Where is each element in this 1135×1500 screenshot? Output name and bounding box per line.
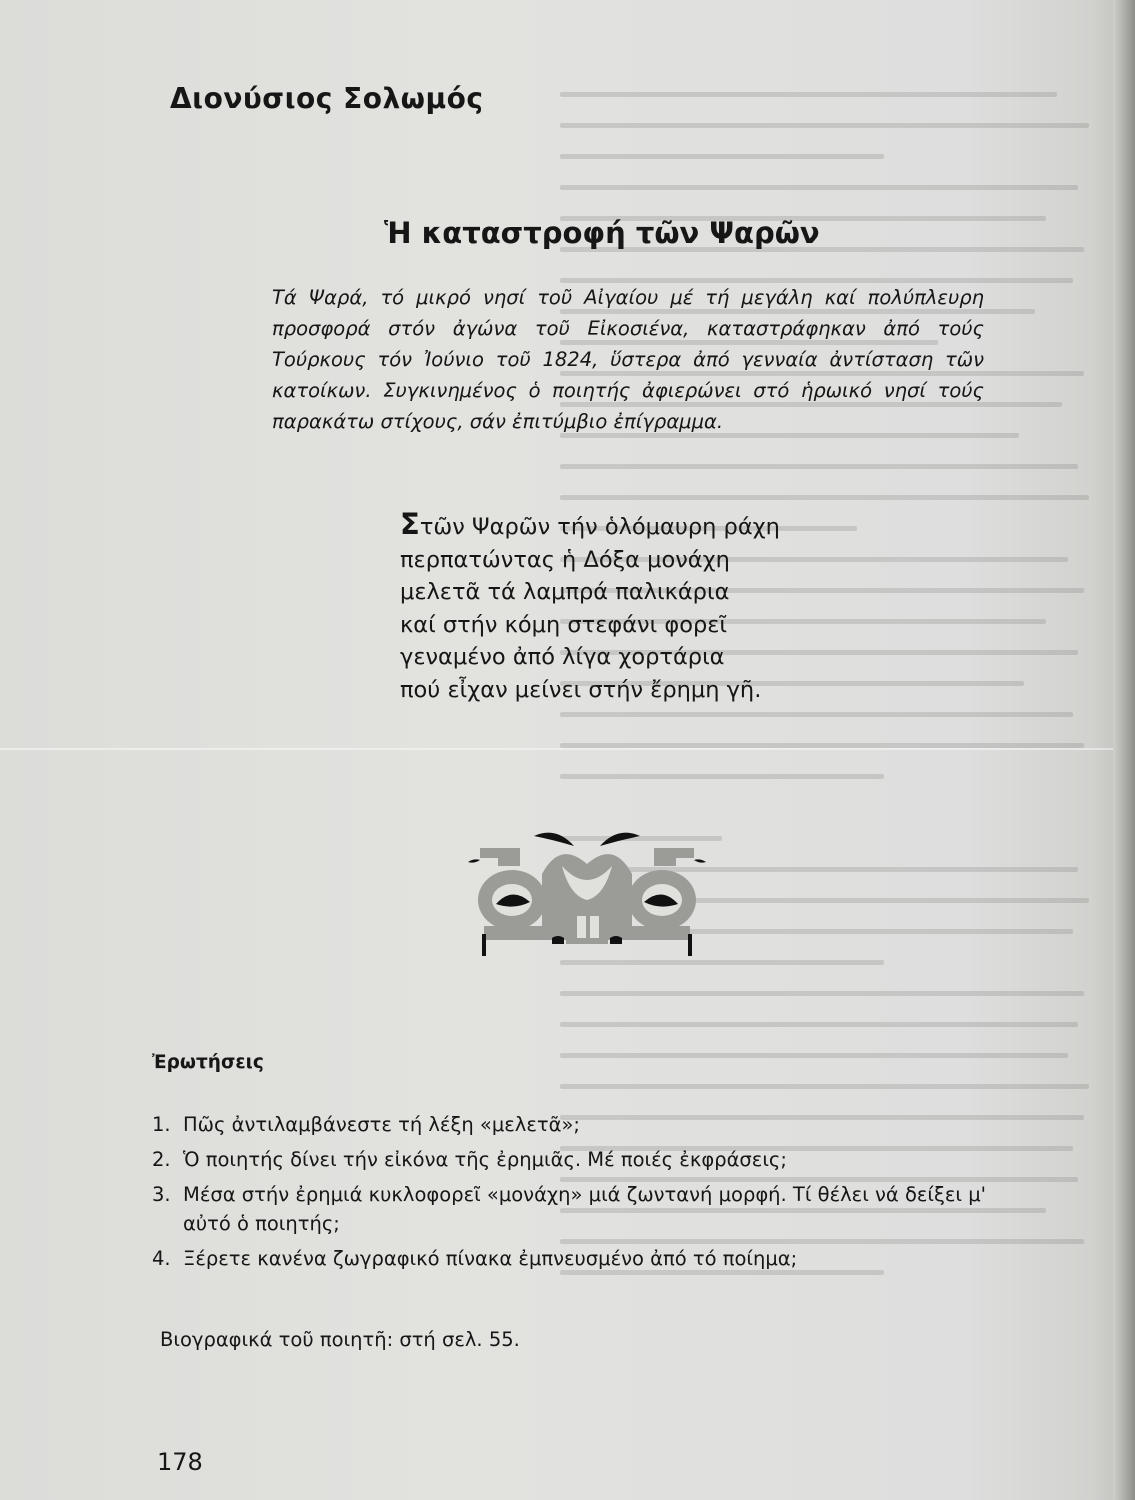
question-number: 1. xyxy=(152,1113,171,1136)
question-item xyxy=(152,1244,1012,1273)
paper-crease xyxy=(0,748,1135,750)
question-number: 2. xyxy=(152,1148,171,1171)
poem-line: καί στήν κόμη στεφάνι φορεῖ xyxy=(400,611,728,638)
author-heading: Διονύσιος Σολωμός xyxy=(170,82,484,115)
question-text: Πῶς ἀντιλαμβάνεστε τή λέξη «μελετᾶ»; xyxy=(183,1113,580,1136)
poem-line-text: τῶν Ψαρῶν τήν ὁλόμαυρη ράχη xyxy=(419,514,780,540)
questions-heading: Ἐρωτήσεις xyxy=(152,1052,264,1073)
biography-reference: Βιογραφικά τοῦ ποιητῆ: στή σελ. 55. xyxy=(160,1328,520,1351)
page-binding-shadow xyxy=(1113,0,1135,1500)
poem-line xyxy=(400,508,780,544)
question-item xyxy=(152,1180,1012,1238)
question-item xyxy=(152,1145,1012,1174)
poem-stanza xyxy=(400,508,780,706)
question-text: Μέσα στήν ἐρημιά κυκλοφορεῖ «μονάχη» μιά ζωντανή μορφή. Τί θέλει νά δείξει μ' αὐτό ὁ ποιητής; xyxy=(183,1183,986,1235)
question-item xyxy=(152,1110,1012,1139)
poem-line: περπατώντας ἡ Δόξα μονάχη xyxy=(400,546,730,573)
poem-line: πού εἶχαν μείνει στήν ἔρημη γῆ. xyxy=(400,676,762,703)
poem-title: Ἡ καταστροφή τῶν Ψαρῶν xyxy=(384,216,820,250)
dropcap: Σ xyxy=(400,507,420,541)
question-number: 3. xyxy=(152,1183,171,1206)
question-number: 4. xyxy=(152,1247,171,1270)
ionic-ornament-illustration xyxy=(462,808,712,968)
question-text: Ὁ ποιητής δίνει τήν εἰκόνα τῆς ἐρημιᾶς. Μέ ποιές ἐκφράσεις; xyxy=(183,1148,787,1171)
poem-line: μελετᾶ τά λαμπρά παλικάρια xyxy=(400,579,730,605)
intro-paragraph: Τά Ψαρά, τό μικρό νησί τοῦ Αἰγαίου μέ τή μεγάλη καί πολύπλευρη προσφορά στόν ἀγώνα τοῦ Εἰκοσιένα, καταστράφηκαν ἀπό τούς Τούρκους τόν Ἰούνιο τοῦ 1824, ὕστερα ἀπό γενναία ἀντίσταση τῶν κατοίκων. Συγκινημένος ὁ ποιητής ἀφιερώνει στό ἡρωικό νησί τούς παρακάτω στίχους, σάν ἐπιτύμβιο ἐπίγραμμα. xyxy=(272,286,984,433)
page-number: 178 xyxy=(157,1448,203,1476)
questions-list xyxy=(152,1110,1012,1279)
question-text: Ξέρετε κανένα ζωγραφικό πίνακα ἐμπνευσμένο ἀπό τό ποίημα; xyxy=(183,1247,798,1270)
poem-line: γεναμένο ἀπό λίγα χορτάρια xyxy=(400,644,725,670)
